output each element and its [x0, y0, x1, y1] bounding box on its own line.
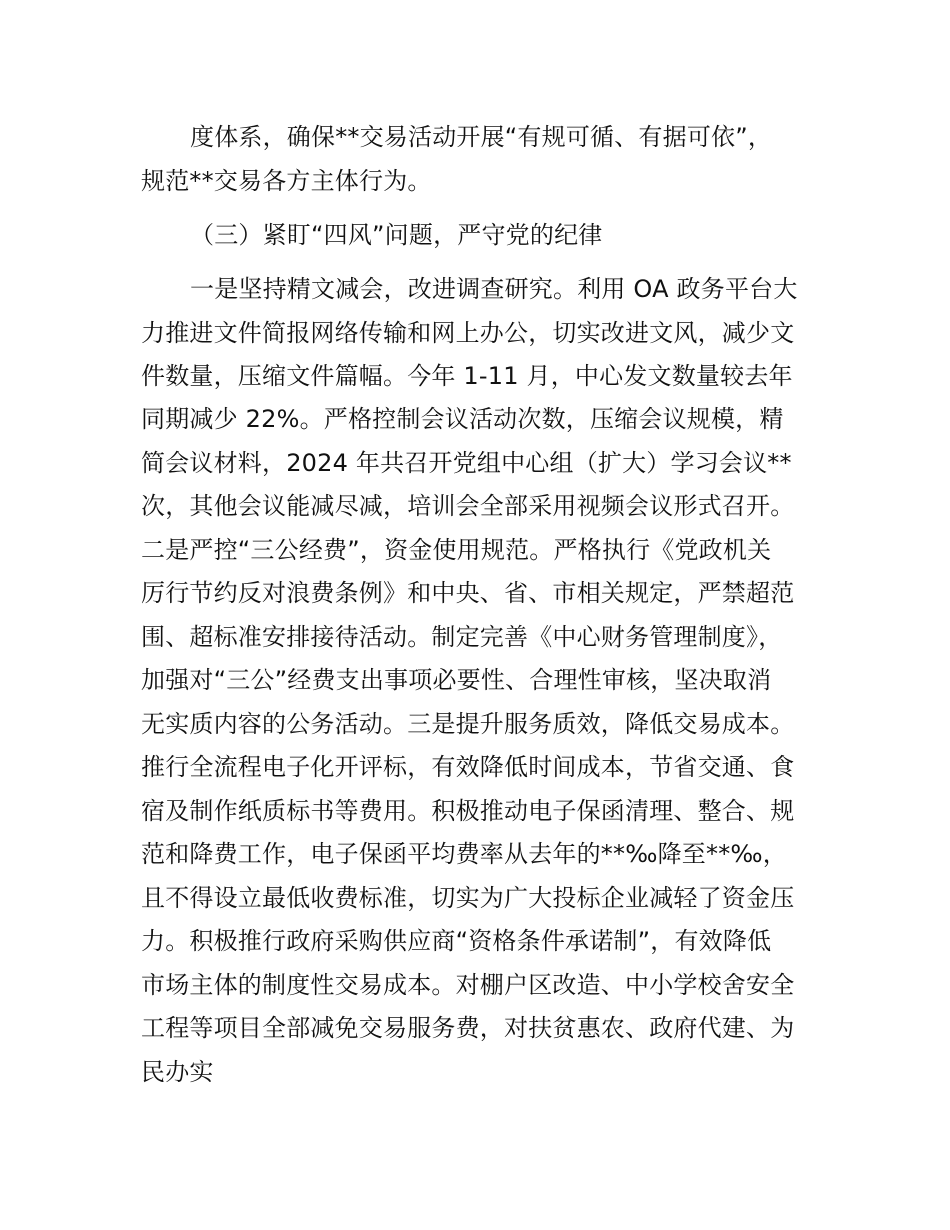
- paragraph-2-line-10: 加强对“三公”经费支出事项必要性、合理性审核，坚决取消: [141, 666, 772, 694]
- paragraph-2-line-17: 市场主体的制度性交易成本。对棚户区改造、中小学校舍安全: [141, 971, 795, 999]
- paragraph-2-line-9: 围、超标准安排接待活动。制定完善《中心财务管理制度》，: [141, 623, 783, 651]
- paragraph-2-line-16: 力。积极推行政府采购供应商“资格条件承诺制”，有效降低: [141, 927, 772, 955]
- paragraph-2-line-2: 力推进文件简报网络传输和网上办公，切实改进文风，减少文: [141, 319, 795, 347]
- paragraph-2-line-18: 工程等项目全部减免交易服务费，对扶贫惠农、政府代建、为: [141, 1014, 795, 1042]
- paragraph-2-line-12: 推行全流程电子化开评标，有效降低时间成本，节省交通、食: [141, 753, 795, 781]
- section-heading: （三）紧盯“四风”问题，严守党的纪律: [190, 221, 603, 249]
- paragraph-2-line-7: 二是严控“三公经费”，资金使用规范。严格执行《党政机关: [141, 536, 772, 564]
- paragraph-2-line-6: 次，其他会议能减尽减，培训会全部采用视频会议形式召开。: [141, 492, 795, 520]
- paragraph-2-line-11: 无实质内容的公务活动。三是提升服务质效，降低交易成本。: [141, 710, 795, 738]
- paragraph-2-line-3: 件数量，压缩文件篇幅。今年 1-11 月，中心发文数量较去年: [141, 362, 793, 390]
- paragraph-1-line-1: 度体系，确保**交易活动开展“有规可循、有据可依”，: [190, 123, 773, 151]
- paragraph-2-line-13: 宿及制作纸质标书等费用。积极推动电子保函清理、整合、规: [141, 797, 795, 825]
- paragraph-2-line-15: 且不得设立最低收费标准，切实为广大投标企业减轻了资金压: [141, 884, 795, 912]
- paragraph-2-line-1: 一是坚持精文减会，改进调查研究。利用 OA 政务平台大: [190, 275, 798, 303]
- paragraph-2-line-5: 简会议材料，2024 年共召开党组中心组（扩大）学习会议**: [141, 449, 792, 477]
- paragraph-2-line-4: 同期减少 22%。严格控制会议活动次数，压缩会议规模，精: [141, 405, 784, 433]
- paragraph-2-line-8: 厉行节约反对浪费条例》和中央、省、市相关规定，严禁超范: [141, 579, 795, 607]
- paragraph-1-line-2: 规范**交易各方主体行为。: [141, 167, 432, 195]
- paragraph-2-line-19: 民办实: [141, 1058, 214, 1086]
- paragraph-2-line-14: 范和降费工作，电子保函平均费率从去年的**‰降至**‰，: [141, 840, 788, 868]
